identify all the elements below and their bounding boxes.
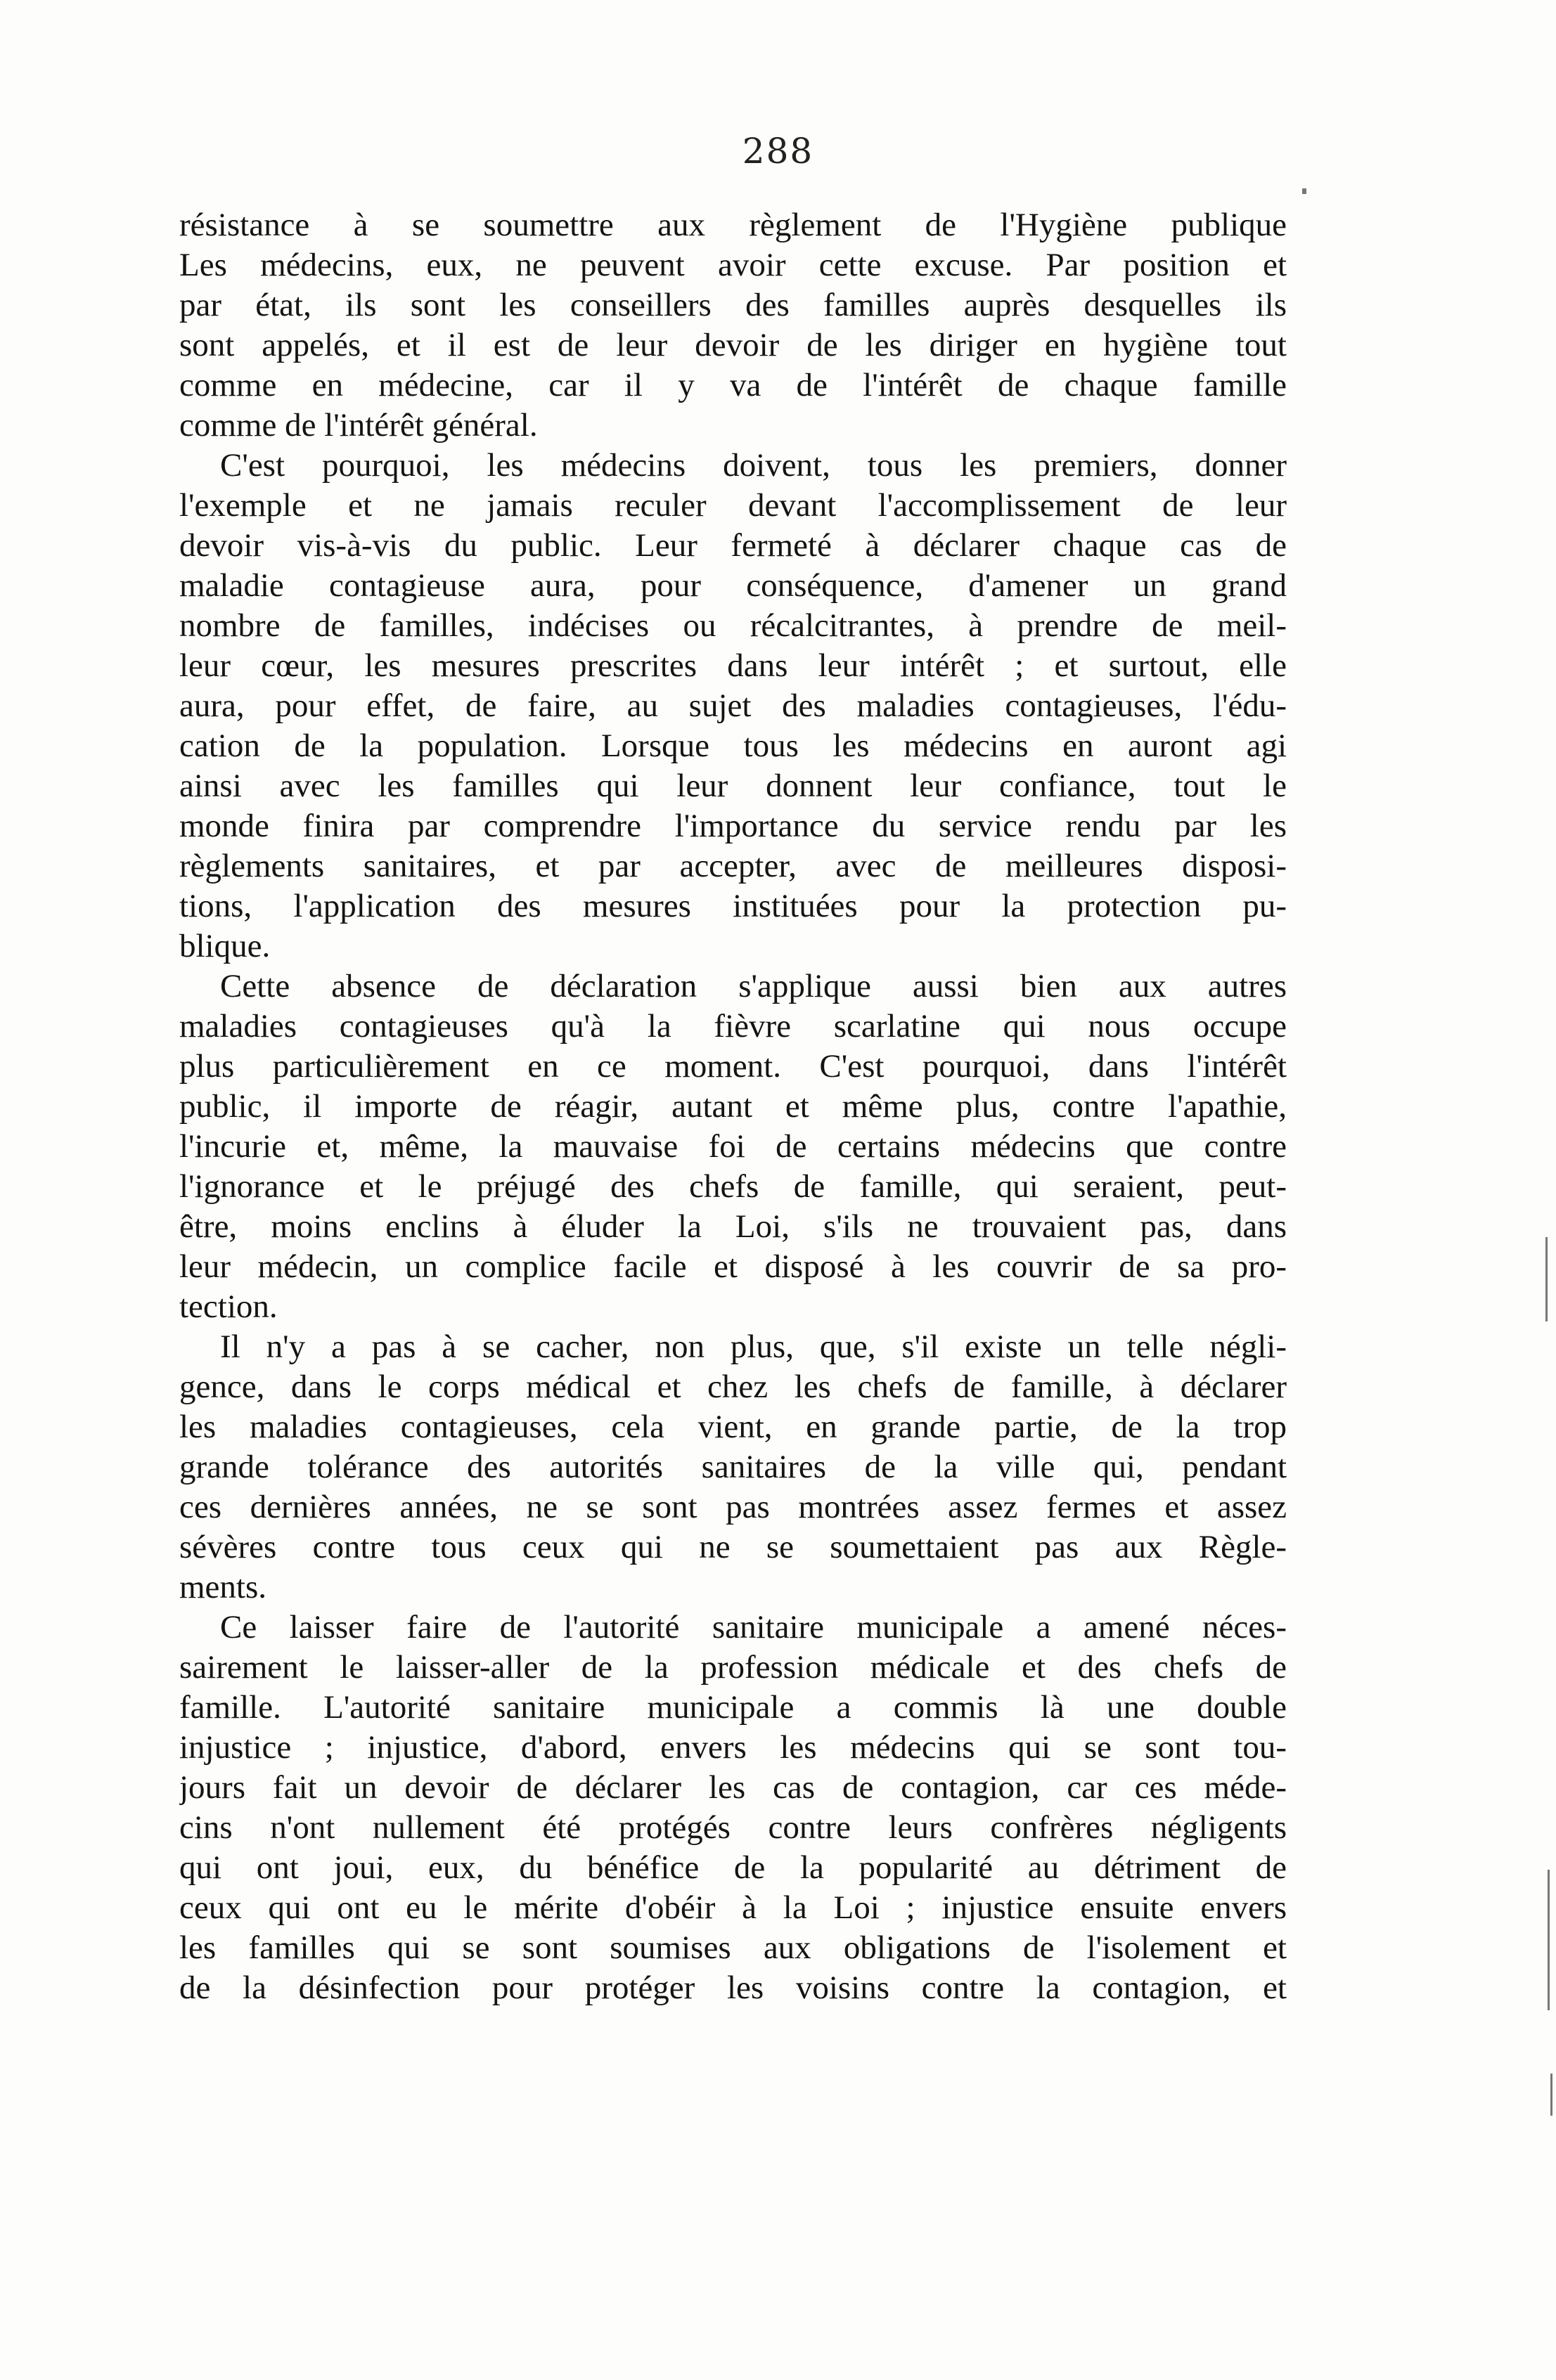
text-line: maladies contagieuses qu'à la fièvre scarlatine qui nous occupe — [179, 1008, 1287, 1045]
text-line: famille. L'autorité sanitaire municipale a commis là une double — [179, 1689, 1287, 1726]
text-line: être, moins enclins à éluder la Loi, s'ils ne trouvaient pas, dans — [179, 1208, 1287, 1245]
text-line: l'exemple et ne jamais reculer devant l'accomplissement de leur — [179, 487, 1287, 524]
paragraph-3 — [179, 966, 1287, 1327]
text-line: sévères contre tous ceux qui ne se soumettaient pas aux Règle- — [179, 1529, 1287, 1565]
text-line: ainsi avec les familles qui leur donnent leur confiance, tout le — [179, 768, 1287, 804]
text-line: leur médecin, un complice facile et disposé à les couvrir de sa pro- — [179, 1248, 1287, 1285]
text-line: Cette absence de déclaration s'applique aussi bien aux autres — [220, 968, 1287, 1004]
text-line: blique. — [179, 928, 271, 964]
text-line: leur cœur, les mesures prescrites dans leur intérêt ; et surtout, elle — [179, 647, 1287, 684]
text-line: tection. — [179, 1288, 278, 1325]
page-number: 288 — [742, 131, 814, 172]
text-line: Ce laisser faire de l'autorité sanitaire municipale a amené néces- — [220, 1609, 1287, 1645]
text-line: public, il importe de réagir, autant et même plus, contre l'apathie, — [179, 1088, 1287, 1125]
scan-mark — [1302, 188, 1306, 194]
text-line: comme en médecine, car il y va de l'intérêt de chaque famille — [179, 367, 1287, 403]
text-line: cation de la population. Lorsque tous les médecins en auront agi — [179, 727, 1287, 764]
text-line: Les médecins, eux, ne peuvent avoir cette excuse. Par position et — [179, 247, 1287, 283]
text-line: ceux qui ont eu le mérite d'obéir à la Loi ; injustice ensuite envers — [179, 1889, 1287, 1926]
scan-mark — [1548, 1870, 1550, 2010]
text-line: jours fait un devoir de déclarer les cas de contagion, car ces méde- — [179, 1769, 1287, 1806]
text-line: de la désinfection pour protéger les voisins contre la contagion, et — [179, 1970, 1287, 2006]
text-line: C'est pourquoi, les médecins doivent, tous les premiers, donner — [220, 447, 1287, 484]
text-line: devoir vis-à-vis du public. Leur fermeté à déclarer chaque cas de — [179, 527, 1287, 564]
text-line: les familles qui se sont soumises aux obligations de l'isolement et — [179, 1929, 1287, 1966]
text-line: tions, l'application des mesures instituées pour la protection pu- — [179, 888, 1287, 924]
scan-mark — [1545, 1237, 1548, 1321]
text-line: sairement le laisser-aller de la profession médicale et des chefs de — [179, 1649, 1287, 1686]
text-line: nombre de familles, indécises ou récalcitrantes, à prendre de meil- — [179, 607, 1287, 644]
text-line: les maladies contagieuses, cela vient, en grande partie, de la trop — [179, 1409, 1287, 1445]
text-line: résistance à se soumettre aux règlement de l'Hygiène publique — [179, 207, 1287, 243]
text-line: par état, ils sont les conseillers des familles auprès desquelles ils — [179, 287, 1287, 323]
text-line: gence, dans le corps médical et chez les chefs de famille, à déclarer — [179, 1369, 1287, 1405]
text-line: maladie contagieuse aura, pour conséquence, d'amener un grand — [179, 567, 1287, 604]
text-line: comme de l'intérêt général. — [179, 407, 538, 444]
paragraph-1 — [179, 205, 1287, 446]
body-text — [179, 205, 1287, 2008]
scan-mark — [1550, 2074, 1552, 2116]
text-line: l'ignorance et le préjugé des chefs de famille, qui seraient, peut- — [179, 1168, 1287, 1205]
text-line: règlements sanitaires, et par accepter, avec de meilleures disposi- — [179, 848, 1287, 884]
paragraph-5 — [179, 1608, 1287, 2008]
text-line: cins n'ont nullement été protégés contre leurs confrères négligents — [179, 1809, 1287, 1846]
text-line: l'incurie et, même, la mauvaise foi de certains médecins que contre — [179, 1128, 1287, 1165]
text-line: injustice ; injustice, d'abord, envers les médecins qui se sont tou- — [179, 1729, 1287, 1766]
text-line: sont appelés, et il est de leur devoir de les diriger en hygiène tout — [179, 327, 1287, 363]
paragraph-2 — [179, 446, 1287, 966]
text-line: aura, pour effet, de faire, au sujet des maladies contagieuses, l'édu- — [179, 687, 1287, 724]
text-line: qui ont joui, eux, du bénéfice de la popularité au détriment de — [179, 1849, 1287, 1886]
text-line: plus particulièrement en ce moment. C'est pourquoi, dans l'intérêt — [179, 1048, 1287, 1085]
text-line: Il n'y a pas à se cacher, non plus, que, s'il existe un telle négli- — [220, 1328, 1287, 1365]
text-line: grande tolérance des autorités sanitaires de la ville qui, pendant — [179, 1449, 1287, 1485]
text-line: ces dernières années, ne se sont pas montrées assez fermes et assez — [179, 1489, 1287, 1525]
text-line: monde finira par comprendre l'importance du service rendu par les — [179, 808, 1287, 844]
paragraph-4 — [179, 1327, 1287, 1608]
text-line: ments. — [179, 1569, 267, 1605]
